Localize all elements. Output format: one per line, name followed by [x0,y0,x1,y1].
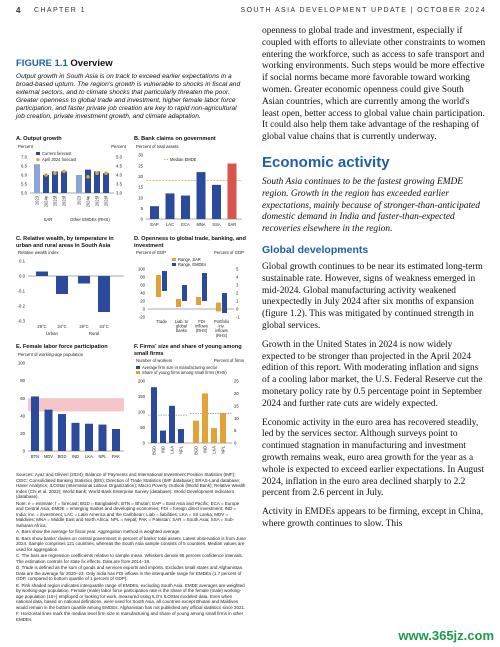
running-header [16,6,486,18]
range-bar-emdes [222,293,227,313]
point-april-forecast [62,169,66,173]
bar-female-lfp [45,409,53,450]
range-bar-sar [196,297,201,305]
y2-tick-label: 3 [236,282,239,288]
legend-swatch [136,371,140,374]
chapter-label: CHAPTER 1 [34,7,86,14]
bar-female-lfp [58,414,66,451]
bar-current-forecast [34,164,40,193]
legend-swatch [36,152,40,155]
x-tick-label: 2026f [61,195,67,206]
y-tick-label: -0.3 [17,318,25,324]
x-tick-label: global [176,323,187,329]
group-label: Urban [46,331,58,336]
point-april-forecast [44,173,48,177]
y2-tick-label: 3.0 [116,190,122,196]
x-tick-label: LKA [85,453,93,459]
running-title: SOUTH ASIA DEVELOPMENT UPDATE | OCTOBER 2024 [240,7,486,14]
legend-label: Share of young firms among small firms (RHS) [142,370,227,375]
panel-f-title: F. Firms' size and share of young among small firms [134,344,242,357]
panel-d [134,236,246,339]
bar-relative-wealth [98,276,110,312]
bar-young-firm-share [202,393,208,443]
y-tick-label: 0 [142,440,145,446]
note-f: F. Horizontal lines mark the median level firm size in manufacturing and share of young among small firms in other EMDEs. [16,611,244,622]
bar-female-lfp [72,422,80,450]
y2-tick-label: -1 [236,314,240,320]
x-tick-label: 2024e [85,195,91,207]
panel-e-chart [16,351,128,463]
y-tick-label: 200 [137,378,145,384]
subheading: Global developments [262,243,369,256]
point-april-forecast [53,171,57,175]
panel-c [16,236,128,339]
y-tick-label: 80 [20,377,25,383]
y-tick-label: 80 [140,274,145,280]
x-tick-label: SAR [227,221,237,227]
y-tick-label: 0 [22,448,25,454]
figure-number: FIGURE 1.1 [16,58,68,69]
y-tick-label: 20 [20,430,25,436]
legend-label: Average firm size in manufacturing sector [142,365,218,370]
y2-tick-label: 4 [236,274,239,280]
x-tick-label: BTN [30,453,40,459]
y-axis-unit: Percent of GDP [136,250,167,255]
point-april-forecast [86,175,90,179]
y2-tick-label: 0 [236,306,239,312]
x-tick-label: banks [176,328,187,334]
x-tick-label: 2026f [103,195,109,206]
figure-subtitle: Output growth in South Asia is on track to exceed earlier expectations in a broad-based upturn. The region's growth is vulnerable to shocks in fiscal and external sectors, and to climate shocks that particularly threaten the poor. Greater openness to global trade and investment, higher female labor force participation, and faster private job creation are key to rapid non-agricultural job creation, private investment growth, and climate adaptation. [16,73,241,120]
range-bar-sar [156,275,161,297]
bar-current-forecast [85,169,91,192]
y2-tick-label: 4.5 [116,163,122,169]
bar-young-firm-share [211,428,217,443]
panel-a [16,136,128,233]
bar-current-forecast [43,175,49,193]
y-tick-label: 0.0 [19,273,25,279]
x-tick-label: BGD [151,446,157,455]
y-tick-label: 20 [140,298,145,304]
y-axis-unit: Percent of working-age population [18,351,84,357]
bar-average-firm-size [178,429,184,443]
y2-tick-label: 4.0 [116,172,122,178]
y-tick-label: 0.1 [19,258,25,264]
y-tick-label: 60 [140,282,145,288]
bar-current-forecast [76,175,82,193]
y-tick-label: 15 [138,184,143,190]
emde-interquartile-band [28,398,124,411]
panel-a-title: A. Output growth [16,136,62,142]
bar-female-lfp [112,429,120,451]
note-a: A. Bars show the average for fiscal year. Aggregation method is weighted average. [16,529,181,534]
panel-f-chart [134,357,246,469]
bar-bank-claims [181,195,190,218]
watermark: www.365jz.com [398,628,494,643]
y2-axis-unit: Percent of firms [213,358,244,363]
bar-current-forecast [103,173,109,193]
figure-column [16,26,246,626]
y2-tick-label: 20 [234,391,239,396]
figure-name: Overview [70,58,113,69]
panel-f [134,344,246,469]
bar-bank-claims [212,184,221,218]
x-tick-label: 2025f [94,195,100,206]
y-tick-label: 100 [17,360,25,366]
x-tick-label: ECA [181,221,190,227]
x-tick-label: inflows [195,323,208,329]
note-c: C. The bars are regression coefficients relative to sample mean. Whiskers denote 95 percent confidence intervals. The estimation controls for state fix effects. Data are from 2014–18. [16,553,243,564]
bar-female-lfp [99,424,107,450]
y-tick-label: -0.2 [17,303,25,309]
x-tick-label: Trade [156,319,167,324]
group-label: Rural [88,331,100,336]
x-tick-label: LKA [169,446,175,454]
legend-label: Median EMDE [170,156,197,162]
legend-label: April 2024 forecast [42,156,77,162]
x-tick-label: IND [160,446,166,454]
range-bar-sar [216,303,221,312]
bar-relative-wealth [78,276,90,284]
x-tick-label: NPL [220,446,226,454]
y-tick-label: 30 [138,152,143,158]
range-bar-emdes [202,273,207,301]
body-paragraph: openness to global trade and investment, especially if coupled with efforts to alleviate other constraints to women entering the workforce, such as access to safe transport and working environments. Such steps would be more effective if social norms became more favorable toward working women. Greater economic openness could give South Asian countries, which are currently among the world's least open, better access to global value chain participation. It could also help them take advantage of the reshaping of global value chains that is currently underway. [262,26,486,143]
x-tick-label: 2023 [76,195,82,205]
bar-bank-claims [150,206,159,219]
x-tick-label: (RHS) [195,328,208,334]
y-tick-label: 150 [137,394,145,400]
x-tick-label: 2023 [34,195,40,205]
x-tick-label: EAP [150,221,159,227]
legend-swatch [136,366,140,369]
x-tick-label: BGD [193,446,199,455]
x-tick-label: LAC [166,221,174,227]
y2-tick-label: 25 [234,378,239,384]
panel-e-title: E. Female labor force participation [16,344,108,350]
page-number: 4 [16,6,21,15]
legend-label: Range, SAR [178,257,201,262]
y-tick-label: 6.5 [21,163,27,169]
y-axis-unit: Percent of total assets [136,143,179,149]
group-label: Other EMDEs (RHS) [70,216,110,222]
panel-a-chart [16,143,128,233]
legend-swatch [172,263,176,266]
x-tick-label: NPL [98,453,107,459]
legend-swatch [172,258,176,261]
x-tick-label: NPL [178,446,184,454]
y-tick-label: 100 [137,409,145,415]
body-paragraph: Economic activity in the euro area has recovered steadily, led by the services sector. Although surveys point to continued stagnation in manufacturing and investment growth remains weak, euro area growth for the year as a whole is expected to exceed earlier expectations. In August 2024, inflation in the euro area declined sharply to 2.2 percent from 2.6 percent in July. [262,417,485,499]
y-tick-label: 60 [20,395,25,401]
y-axis-unit: Percent [18,143,33,149]
y-tick-label: -0.1 [17,288,25,294]
x-tick-label: 2024e [43,195,49,207]
panel-e [16,344,128,463]
x-tick-label: IND [71,453,80,459]
note-e: E. Pink shaded region indicates interquartile range of EMDEs, excluding South Asia. EMDE averages are weighted by working-age population. Female (male) labor force participation rate is the share of the female (male) working-age population (15+) employed or looking for work, measured using ILO's ILOStat modeled data. Even when national data, based on national definitions, were used for South Asia, all countries except Bhutan and Maldives would remain in the bottom quartile among EMDEs. Afghanistan has not published any official statistics since 2021. [16,582,246,610]
y-tick-label: 50 [140,425,145,431]
legend-swatch [36,158,39,161]
y-tick-label: 0 [142,306,145,312]
range-bar-sar [176,299,181,307]
x-tick-label: LKA [211,446,217,454]
bar-average-firm-size [169,406,175,443]
x-tick-label: (RHS) [215,332,228,338]
bar-relative-wealth [36,272,48,277]
y-tick-label: 20 [138,173,143,179]
note-d: D. Trade is defined as the sum of goods and services exports and imports. Excludes small states and Afghanistan. Data are the average for 2020–23. Only India has FDI inflows in the interquartile range for EMDEs (1.7 percent of GDP, compared to bottom quartile of 1 percent of GDP). [16,565,244,581]
figure-notes [16,472,246,623]
y-tick-label: 25 [138,162,143,168]
y2-tick-label: 5 [234,428,237,434]
panel-b-chart [134,143,246,233]
text-column [262,26,486,538]
bar-young-firm-share [193,421,199,443]
panel-b [134,136,246,233]
note-abbrev: Note: e = estimate; f = forecast; BGD = Bangladesh; BTN = Bhutan; EAP = East Asia and Pacific; ECA = Europe and Central Asia; EMDE = emerging market and developing economies; FDI = foreign direct investment; IND = India; inv. = investment; LAC = Latin America and the Caribbean; Liab = liabilities; LKA = Sri Lanka; MDV = Maldives; MNA = Middle East and North Africa; NPL = Nepal; PAK = Pakistan; SAR = South Asia; SSA = Sub-Saharan Africa. [16,500,240,528]
panel-d-title: D. Openness to global trade, banking, and investment [134,236,246,249]
panel-c-title: C. Relative wealth, by temperature in urban and rural areas in South Asia [16,236,114,249]
bar-young-firm-share [220,413,226,443]
y-tick-label: 5.5 [21,181,27,187]
y-tick-label: 10 [138,194,143,200]
y-tick-label: -20 [138,314,145,320]
bar-current-forecast [61,171,67,193]
point-april-forecast [95,171,99,175]
panel-b-title: B. Bank claims on government [134,136,216,142]
y2-tick-label: 2 [236,290,239,296]
x-tick-label: MNA [196,221,206,227]
x-tick-label: inv. [218,323,225,329]
y2-tick-label: 5 [236,266,239,272]
panel-c-chart [16,249,128,339]
y-tick-label: 40 [140,290,145,296]
x-tick-label: BGD [57,453,67,459]
range-bar-emdes [182,285,187,301]
bar-average-firm-size [160,431,166,443]
y-tick-label: 6.0 [21,172,27,178]
x-tick-label: SSA [212,221,221,227]
y-tick-label: 0 [140,216,143,222]
y-axis-unit: Number of workers [136,358,173,363]
group-label: SAR [43,216,53,222]
x-tick-label: 34°C [57,324,67,329]
bar-average-firm-size [151,387,157,443]
y2-axis-unit: Percent [111,143,126,149]
x-tick-label: Portfolio [213,319,230,324]
x-tick-label: 29°C [79,324,89,329]
note-sources: Sources: Ayaz and Olivieri (2024); Balance of Payments and International Investment Position Statistics (IMF); CEIC; Consolidated Banking Statistics (BIS); Direction of Trade Statistics (IMF database); ERAS-Land database; Haver Analytics; ILOStat (International Labour Organization); Macro Poverty Outlook (World Bank); Relative Wealth Index (Chi et al. 2022); World Bank; World Bank Enterprise Survey (database); World Development Indicators (database). [16,472,246,499]
y2-axis-unit: Percent of GDP [213,250,244,255]
y-tick-label: 7.0 [21,154,27,160]
y2-tick-label: 0 [234,440,237,446]
y2-tick-label: 3.5 [116,181,122,187]
x-tick-label: Liab. to [174,319,189,324]
x-tick-label: 2025f [52,195,58,206]
point-april-forecast [104,171,108,175]
bar-female-lfp [85,423,93,450]
bar-bank-claims [166,193,175,219]
x-tick-label: PAK [112,453,120,459]
lead-paragraph: South Asia continues to be the fastest growing EMDE region. Growth in the region has exceeded earlier expectations, mainly because of stronger-than-anticipated domestic demand in India and faster-than-expected recoveries elsewhere in the region. [262,176,480,235]
y-tick-label: 40 [20,412,25,418]
figure-title [16,58,246,69]
y2-tick-label: 10 [234,415,239,421]
note-b: B. Bars show banks' claims on central government in percent of banks' total assets. Latest observation is from June 2024. Sample comprises 121 countries, whereas the South Asia sample consists of 5 countries. Median values are used for aggregation. [16,535,246,552]
bar-bank-claims [228,163,237,218]
legend-label: Current forecast [42,150,72,156]
section-heading: Economic activity [262,153,390,171]
y-axis-unit: Relative wealth index [18,250,59,255]
bar-relative-wealth [56,276,68,294]
y2-tick-label: 1 [236,298,239,304]
x-tick-label: MDV [43,453,54,459]
y-tick-label: 5.0 [21,190,27,196]
x-tick-label: FDI [198,319,205,324]
bar-bank-claims [197,172,206,219]
x-tick-label: IND [202,446,208,454]
body-paragraph: Growth in the United States in 2024 is now widely expected to be stronger than projected in the April 2024 edition of this report. With moderating inflation and signs of a cooling labor market, the U.S. Federal Reserve cut the monetary policy rate by 0.5 percentage point in September 2024 and further rate cuts are widely expected. [262,339,483,409]
y2-tick-label: 15 [234,403,239,409]
x-tick-label: 34°C [99,324,109,329]
x-tick-label: inflows [215,328,228,334]
y-tick-label: 5 [140,205,143,211]
legend-label: Range, EMDEs [178,262,207,267]
panel-d-chart [134,249,246,339]
y2-tick-label: 5.0 [116,154,122,160]
y-tick-label: 100 [137,266,145,272]
body-paragraph: Global growth continues to be near its estimated long-term sustainable rate. However, signs of weakness emerged in mid-2024. Global manufacturing activity weakened unexpectedly in July 2024 after six months of expansion (figure 1.2). This was mitigated by continued strength in global services. [262,261,483,331]
range-bar-emdes [162,271,167,291]
body-paragraph: Activity in EMDEs appears to be firming, except in China, where growth continues to slow. This [262,507,484,529]
x-tick-label: 29°C [37,324,47,329]
bar-female-lfp [31,396,39,451]
